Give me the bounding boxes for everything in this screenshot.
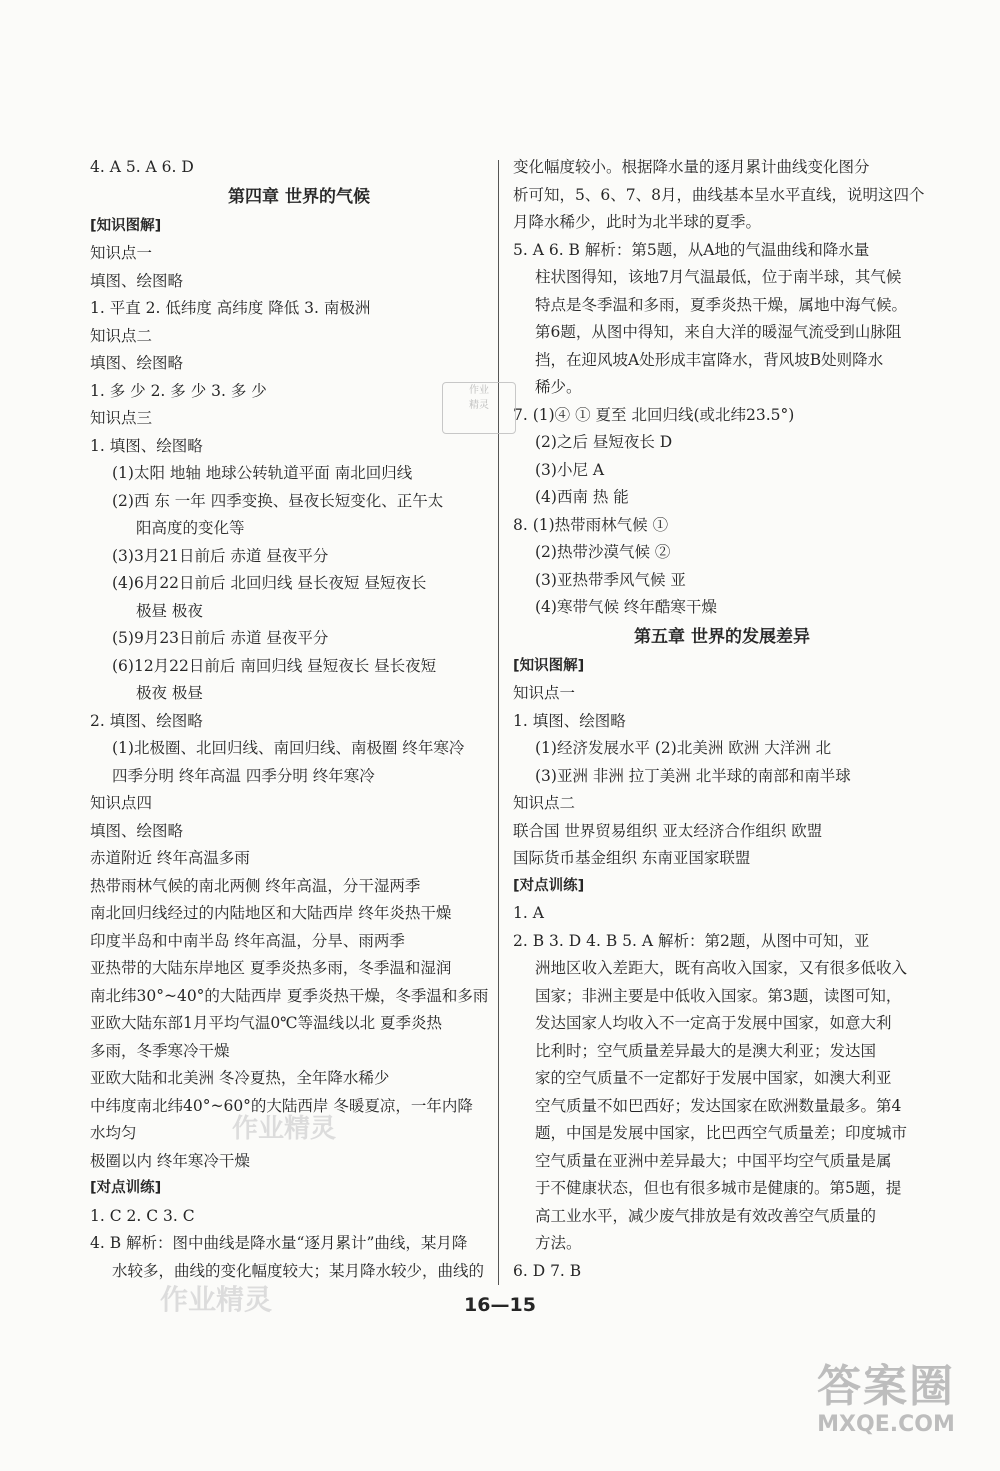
answer-line: 亚欧大陆和北美洲 冬冷夏热，全年降水稀少: [90, 1069, 390, 1087]
answer-line: (3)小尼 A: [535, 460, 605, 479]
answer-line: 2. B 3. D 4. B 5. A 解析：第2题，从图中可知，亚: [513, 931, 870, 950]
answer-line: 赤道附近 终年高温多雨: [90, 849, 250, 867]
answer-line: 4. B 解析：图中曲线是降水量“逐月累计”曲线，某月降: [90, 1234, 468, 1252]
answer-line: 发达国家人均收入不一定高于发展中国家，如意大利: [535, 1014, 892, 1032]
answer-line: 家的空气质量不一定都好于发展中国家，如澳大利亚: [535, 1069, 892, 1087]
answer-line: 填图、绘图略: [90, 354, 184, 372]
watermark-stamp: [442, 382, 516, 434]
answer-line: 阳高度的变化等: [136, 519, 245, 537]
answer-line: 四季分明 终年高温 四季分明 终年寒冷: [112, 766, 375, 785]
chapter-title: 第五章 世界的发展差异: [634, 626, 810, 647]
chapter-title: 第四章 世界的气候: [228, 186, 370, 207]
section-heading: [知识图解]: [513, 657, 585, 674]
watermark-text: 作业精灵: [160, 1283, 273, 1316]
answer-line: (4)寒带气候 终年酷寒干燥: [535, 598, 717, 616]
answer-line: 国际货币基金组织 东南亚国家联盟: [513, 849, 751, 867]
answer-line: 比利时；空气质量差异最大的是澳大利亚；发达国: [535, 1041, 877, 1060]
stamp-line-2: 精灵: [469, 400, 489, 411]
answer-line: (5)9月23日前后 赤道 昼夜平分: [112, 629, 329, 647]
answer-line: 题，中国是发展中国家，比巴西空气质量差；印度城市: [535, 1124, 908, 1142]
answer-line: 极夜 极昼: [136, 684, 203, 702]
answer-line: 极昼 极夜: [136, 601, 203, 620]
answer-line: (3)3月21日前后 赤道 昼夜平分: [112, 546, 329, 565]
answer-line: 1. 多 少 2. 多 少 3. 多 少: [90, 381, 267, 400]
answer-line: 1. A: [513, 904, 544, 922]
section-heading: [对点训练]: [90, 1180, 162, 1196]
answer-line: 联合国 世界贸易组织 亚太经济合作组织 欧盟: [513, 821, 823, 840]
answer-line: (1)北极圈、北回归线、南回归线、南极圈 终年寒冷: [112, 739, 465, 757]
answer-line: 第6题，从图中得知，来自大洋的暖湿气流受到山脉阻: [535, 323, 902, 341]
stamp-line-1: 作业: [469, 385, 489, 396]
column-divider: [498, 160, 499, 1285]
answer-line: 月降水稀少，此时为北半球的夏季。: [513, 213, 762, 231]
answer-line: (2)西 东 一年 四季变换、昼夜长短变化、正午太: [112, 491, 444, 510]
answer-line: 4. A 5. A 6. D: [90, 158, 194, 176]
answer-line: 极圈以内 终年寒冷干燥: [90, 1151, 250, 1170]
answer-line: 填图、绘图略: [90, 821, 184, 840]
answer-line: 填图、绘图略: [90, 271, 184, 290]
answer-line: 水较多，曲线的变化幅度较大；某月降水较少，曲线的: [112, 1261, 485, 1280]
page-number: 16—15: [464, 1294, 536, 1316]
answer-line: (6)12月22日前后 南回归线 昼短夜长 昼长夜短: [112, 656, 437, 675]
answer-line: 南北纬30°~40°的大陆西岸 夏季炎热干燥，冬季温和多雨: [90, 986, 489, 1005]
answer-line: (3)亚洲 非洲 拉丁美洲 北半球的南部和南半球: [535, 766, 851, 785]
answer-line: 热带雨林气候的南北两侧 终年高温，分干湿两季: [90, 876, 421, 895]
answer-line: 知识点二: [513, 794, 576, 812]
answer-line: 2. 填图、绘图略: [90, 711, 203, 730]
answer-line: 知识点四: [90, 794, 153, 812]
answer-line: 亚热带的大陆东岸地区 夏季炎热多雨，冬季温和湿润: [90, 959, 452, 977]
answer-line: 1. 填图、绘图略: [513, 711, 626, 730]
answer-line: 特点是冬季温和多雨，夏季炎热干燥，属地中海气候。: [535, 295, 908, 314]
section-heading: [对点训练]: [513, 877, 585, 894]
logo-url: MXQE.COM: [817, 1412, 955, 1437]
answer-line: 空气质量在亚洲中差异最大；中国平均空气质量是属: [535, 1151, 892, 1170]
answer-line: 中纬度南北纬40°~60°的大陆西岸 冬暖夏凉，一年内降: [90, 1096, 473, 1115]
watermark-text: 作业精灵: [232, 1114, 337, 1144]
answer-line: 8. (1)热带雨林气候 ①: [513, 515, 669, 534]
answer-line: 知识点一: [513, 684, 576, 702]
right-column: [513, 154, 931, 1285]
answer-line: 水均匀: [90, 1124, 137, 1142]
answer-line: 洲地区收入差距大，既有高收入国家，又有很多低收入: [535, 959, 908, 977]
answer-line: (2)之后 昼短夜长 D: [535, 433, 673, 451]
answer-line: (3)亚热带季风气候 亚: [535, 570, 686, 589]
answer-line: 印度半岛和中南半岛 终年高温，分旱、雨两季: [90, 931, 405, 950]
answer-line: 空气质量不如巴西好；发达国家在欧洲数量最多。第4: [535, 1096, 902, 1115]
answer-line: 于不健康状态，但也有很多城市是健康的。第5题，提: [535, 1179, 902, 1197]
answer-line: 1. 平直 2. 低纬度 高纬度 降低 3. 南极洲: [90, 299, 371, 317]
answer-line: 5. A 6. B 解析：第5题，从A地的气温曲线和降水量: [513, 240, 870, 259]
answer-line: 1. C 2. C 3. C: [90, 1206, 195, 1225]
answer-line: 南北回归线经过的内陆地区和大陆西岸 终年炎热干燥: [90, 904, 452, 922]
answer-line: 知识点三: [90, 409, 153, 427]
answer-line: 方法。: [535, 1234, 582, 1252]
answer-line: 稀少。: [535, 378, 582, 396]
answer-line: 7. (1)④ ① 夏至 北回归线(或北纬23.5°): [513, 405, 795, 424]
section-heading: [知识图解]: [90, 217, 162, 234]
logo-text: 答案圈: [817, 1361, 955, 1412]
answer-line: (4)6月22日前后 北回归线 昼长夜短 昼短夜长: [112, 574, 427, 592]
answer-line: (2)热带沙漠气候 ②: [535, 543, 671, 561]
answer-line: 亚欧大陆东部1月平均气温0℃等温线以北 夏季炎热: [90, 1014, 442, 1032]
answer-line: 高工业水平，减少废气排放是有效改善空气质量的: [535, 1206, 877, 1225]
answer-line: 1. 填图、绘图略: [90, 436, 203, 455]
answer-line: (1)太阳 地轴 地球公转轨道平面 南北回归线: [112, 464, 413, 482]
answer-line: 6. D 7. B: [513, 1261, 582, 1280]
answer-line: 挡，在迎风坡A处形成丰富降水，背风坡B处则降水: [535, 350, 884, 369]
answer-line: 析可知，5、6、7、8月，曲线基本呈水平直线，说明这四个: [513, 185, 925, 204]
answer-line: 知识点一: [90, 244, 153, 262]
answer-line: (1)经济发展水平 (2)北美洲 欧洲 大洋洲 北: [535, 739, 832, 757]
answer-line: 知识点二: [90, 326, 153, 345]
answer-line: 变化幅度较小。根据降水量的逐月累计曲线变化图分: [513, 158, 870, 176]
answer-line: 多雨，冬季寒冷干燥: [90, 1041, 230, 1060]
answer-line: 柱状图得知，该地7月气温最低，位于南半球，其气候: [535, 268, 902, 286]
answer-line: 国家；非洲主要是中低收入国家。第3题，读图可知，: [535, 986, 902, 1005]
answer-line: (4)西南 热 能: [535, 488, 629, 506]
site-logo: [806, 1362, 966, 1438]
